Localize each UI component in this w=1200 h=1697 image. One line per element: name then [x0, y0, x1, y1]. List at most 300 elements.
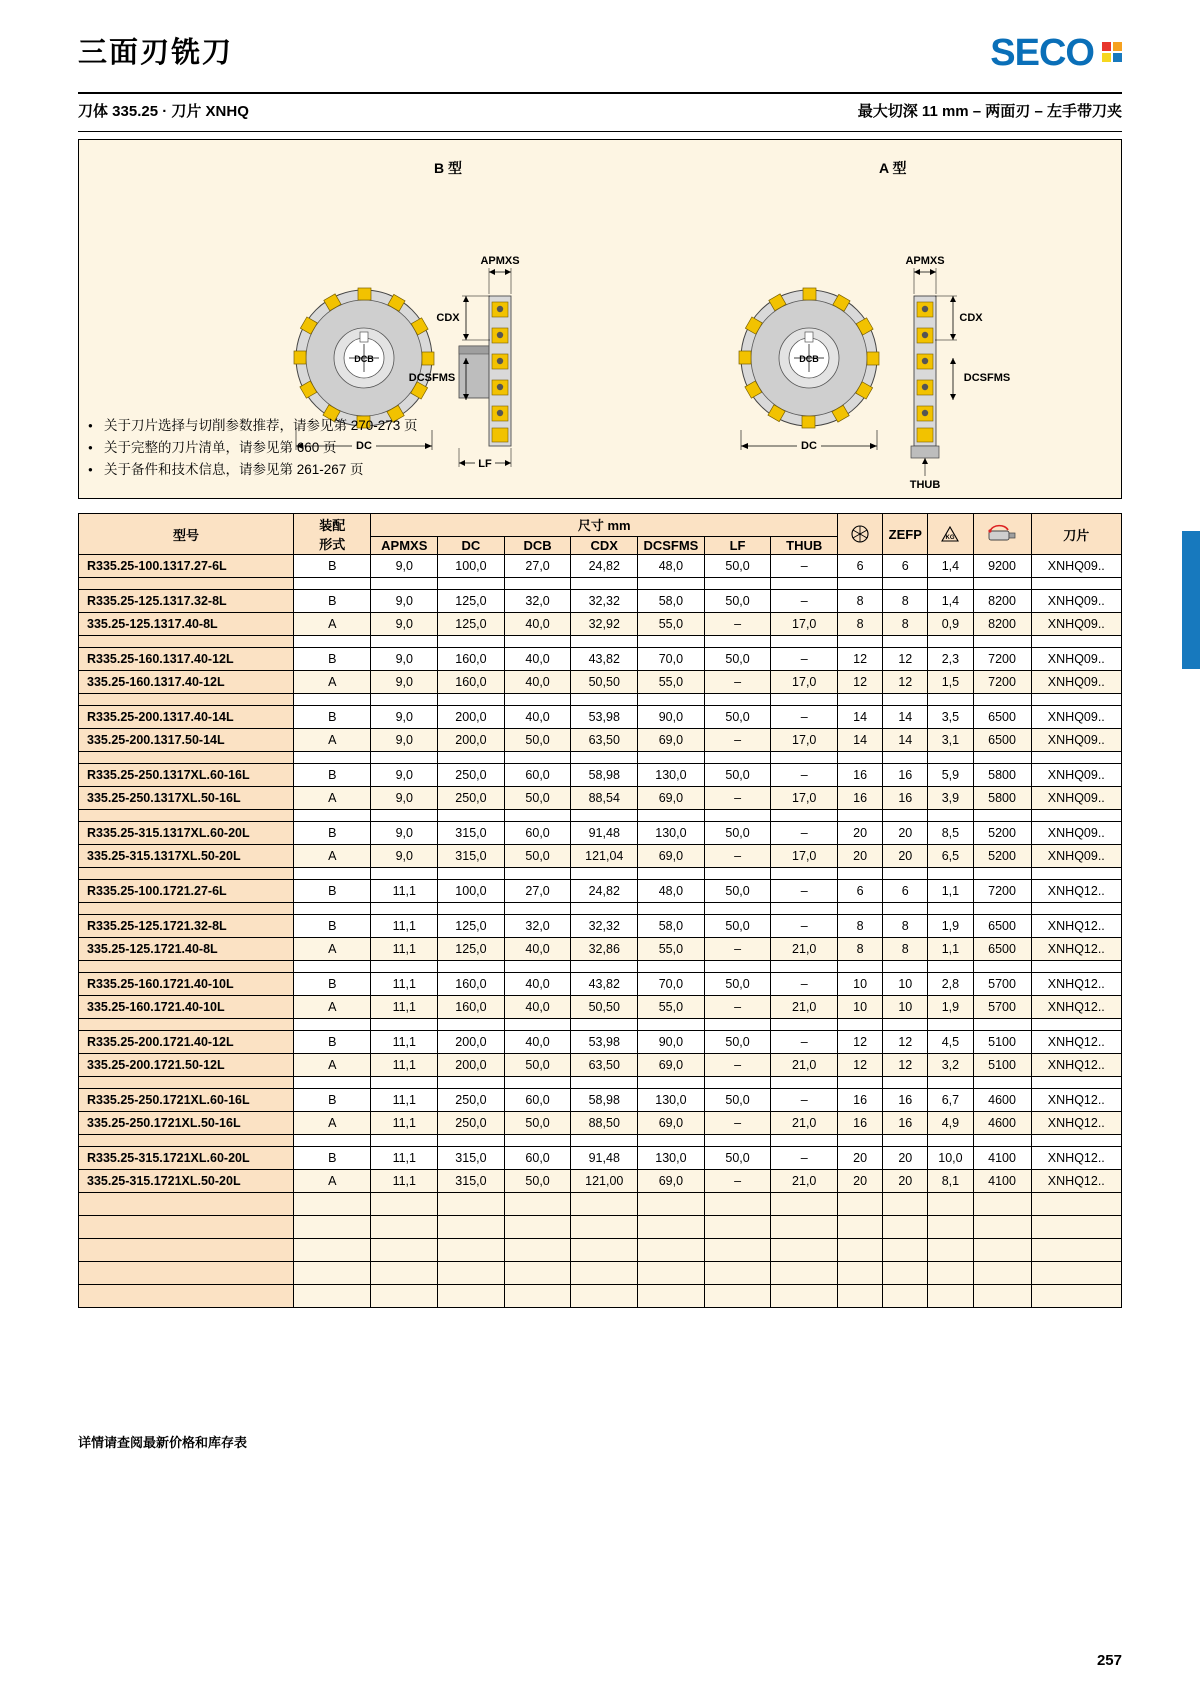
cell-cdx [571, 868, 638, 880]
cell-cdx: 63,50 [571, 729, 638, 752]
cell-zefp [883, 1216, 928, 1239]
cell-apmxs: 9,0 [371, 822, 438, 845]
cell-dcb: 50,0 [504, 845, 571, 868]
cell-dc [438, 1239, 505, 1262]
cell-teeth [838, 578, 883, 590]
cell-kg: 1,4 [928, 590, 973, 613]
cell-cdx [571, 1135, 638, 1147]
cell-rpm [973, 961, 1031, 973]
cell-rpm: 5800 [973, 764, 1031, 787]
header-thub: THUB [771, 536, 838, 554]
cell-model [79, 752, 294, 764]
cell-insert [1031, 1193, 1121, 1216]
table-row[interactable] [79, 787, 1122, 810]
max-rpm-icon [985, 523, 1019, 545]
cell-dcb: 40,0 [504, 996, 571, 1019]
table-spacer-row [79, 903, 1122, 915]
cell-kg: 3,5 [928, 706, 973, 729]
cell-dc [438, 578, 505, 590]
cell-teeth: 6 [838, 880, 883, 903]
table-row[interactable] [79, 613, 1122, 636]
cell-apmxs: 9,0 [371, 671, 438, 694]
cell-kg: 6,7 [928, 1089, 973, 1112]
table-row[interactable] [79, 590, 1122, 613]
cell-apmxs: 9,0 [371, 590, 438, 613]
cell-model: R335.25-160.1317.40-12L [79, 648, 294, 671]
cell-fixing [294, 1285, 371, 1308]
cell-rpm [973, 1216, 1031, 1239]
cell-apmxs [371, 694, 438, 706]
cell-apmxs [371, 1077, 438, 1089]
cell-cdx [571, 1285, 638, 1308]
cell-zefp [883, 1239, 928, 1262]
cell-cdx: 53,98 [571, 1031, 638, 1054]
cell-kg: 8,1 [928, 1170, 973, 1193]
cell-apmxs [371, 752, 438, 764]
cell-insert [1031, 1135, 1121, 1147]
cell-thub [771, 636, 838, 648]
cell-fixing: A [294, 1112, 371, 1135]
cell-dcsfms [638, 1262, 705, 1285]
cell-teeth: 14 [838, 729, 883, 752]
cell-kg [928, 1239, 973, 1262]
cell-lf: 50,0 [704, 822, 771, 845]
cell-dcsfms [638, 1019, 705, 1031]
cell-apmxs: 11,1 [371, 1112, 438, 1135]
cell-lf: 50,0 [704, 764, 771, 787]
cell-dcb [504, 810, 571, 822]
note-item: ● 关于刀片选择与切削参数推荐，请参见第 270-273 页 [88, 415, 418, 437]
cell-dcb [504, 1193, 571, 1216]
cell-dcsfms: 55,0 [638, 996, 705, 1019]
cell-kg: 8,5 [928, 822, 973, 845]
cell-model [79, 1262, 294, 1285]
cell-dcb [504, 1262, 571, 1285]
cell-apmxs: 11,1 [371, 1089, 438, 1112]
header-teeth [838, 514, 883, 555]
cell-model: R335.25-100.1317.27-6L [79, 555, 294, 578]
cell-dcb: 50,0 [504, 1112, 571, 1135]
cell-dcsfms [638, 868, 705, 880]
cell-kg: 1,1 [928, 880, 973, 903]
table-row[interactable] [79, 938, 1122, 961]
cell-dc [438, 810, 505, 822]
cell-kg: 1,9 [928, 996, 973, 1019]
cell-lf: 50,0 [704, 973, 771, 996]
subtitle-bar [78, 100, 1122, 130]
cell-dcb: 50,0 [504, 1170, 571, 1193]
cell-cdx: 58,98 [571, 764, 638, 787]
cell-model [79, 810, 294, 822]
cell-dcb: 32,0 [504, 915, 571, 938]
cell-thub: – [771, 706, 838, 729]
cell-model: R335.25-250.1721XL.60-16L [79, 1089, 294, 1112]
cell-apmxs: 11,1 [371, 1147, 438, 1170]
cell-lf: 50,0 [704, 706, 771, 729]
table-row[interactable] [79, 1147, 1122, 1170]
cell-zefp [883, 636, 928, 648]
cell-lf [704, 1019, 771, 1031]
table-row[interactable] [79, 880, 1122, 903]
cell-dcb: 60,0 [504, 822, 571, 845]
header-fixing-line1: 装配 [319, 518, 346, 533]
cell-teeth [838, 961, 883, 973]
cell-rpm: 4100 [973, 1170, 1031, 1193]
cell-zefp: 10 [883, 996, 928, 1019]
cell-model [79, 1019, 294, 1031]
table-row[interactable] [79, 648, 1122, 671]
cell-dcb: 32,0 [504, 590, 571, 613]
cell-fixing [294, 1193, 371, 1216]
cell-kg [928, 1262, 973, 1285]
cell-teeth [838, 1239, 883, 1262]
cell-lf: – [704, 1170, 771, 1193]
cell-thub [771, 752, 838, 764]
cell-apmxs [371, 961, 438, 973]
cell-zefp: 16 [883, 1112, 928, 1135]
header-kg [928, 514, 973, 555]
cell-rpm: 5700 [973, 973, 1031, 996]
cell-teeth: 8 [838, 590, 883, 613]
table-empty-row [79, 1193, 1122, 1216]
cell-cdx: 53,98 [571, 706, 638, 729]
table-spacer-row [79, 868, 1122, 880]
cell-teeth: 20 [838, 845, 883, 868]
cell-zefp [883, 868, 928, 880]
cell-dcb: 27,0 [504, 555, 571, 578]
cell-dcb: 40,0 [504, 706, 571, 729]
cell-insert [1031, 810, 1121, 822]
cell-apmxs [371, 1262, 438, 1285]
cell-kg: 1,4 [928, 555, 973, 578]
cell-rpm: 7200 [973, 880, 1031, 903]
cell-lf: – [704, 787, 771, 810]
cell-apmxs [371, 1019, 438, 1031]
cell-cdx: 43,82 [571, 973, 638, 996]
cell-dc [438, 1262, 505, 1285]
cell-apmxs: 11,1 [371, 880, 438, 903]
cell-fixing: A [294, 787, 371, 810]
cell-dcb [504, 694, 571, 706]
cell-apmxs: 9,0 [371, 787, 438, 810]
cell-lf: 50,0 [704, 880, 771, 903]
cell-zefp: 14 [883, 706, 928, 729]
cell-fixing: A [294, 1170, 371, 1193]
cell-lf: 50,0 [704, 915, 771, 938]
cell-dcsfms: 130,0 [638, 1147, 705, 1170]
cell-thub: – [771, 764, 838, 787]
cell-rpm: 6500 [973, 729, 1031, 752]
page-title: 三面刃铣刀 [78, 37, 234, 69]
cell-fixing: A [294, 1054, 371, 1077]
cell-cdx [571, 1077, 638, 1089]
cell-teeth [838, 903, 883, 915]
cell-kg: 2,3 [928, 648, 973, 671]
cell-model: R335.25-160.1721.40-10L [79, 973, 294, 996]
table-row[interactable] [79, 1170, 1122, 1193]
cell-zefp: 16 [883, 764, 928, 787]
cell-lf: 50,0 [704, 590, 771, 613]
svg-text:DCB: DCB [354, 354, 374, 364]
cell-dcsfms: 69,0 [638, 1054, 705, 1077]
cell-model [79, 578, 294, 590]
cell-teeth [838, 694, 883, 706]
cell-lf: – [704, 938, 771, 961]
cell-lf: 50,0 [704, 1031, 771, 1054]
cell-dcb: 27,0 [504, 880, 571, 903]
cell-insert: XNHQ12.. [1031, 938, 1121, 961]
cell-kg [928, 636, 973, 648]
cell-apmxs: 11,1 [371, 996, 438, 1019]
cell-dcsfms [638, 1285, 705, 1308]
cell-model: 335.25-200.1317.50-14L [79, 729, 294, 752]
header-fixing-line2: 形式 [319, 537, 346, 552]
cell-dc: 125,0 [438, 915, 505, 938]
cell-fixing [294, 1135, 371, 1147]
cell-thub: – [771, 1147, 838, 1170]
cell-lf [704, 810, 771, 822]
cell-thub: – [771, 822, 838, 845]
spec-table-wrap [78, 513, 1122, 1308]
cell-dcsfms [638, 1239, 705, 1262]
cell-model [79, 1135, 294, 1147]
cell-apmxs [371, 1216, 438, 1239]
cell-dcsfms [638, 752, 705, 764]
cell-kg: 1,1 [928, 938, 973, 961]
cell-kg [928, 810, 973, 822]
cell-insert: XNHQ09.. [1031, 590, 1121, 613]
table-row[interactable] [79, 706, 1122, 729]
cell-apmxs [371, 1135, 438, 1147]
cell-kg: 0,9 [928, 613, 973, 636]
cell-dcsfms: 70,0 [638, 648, 705, 671]
cell-dcsfms: 48,0 [638, 880, 705, 903]
cell-teeth [838, 1193, 883, 1216]
cell-fixing: B [294, 1147, 371, 1170]
table-spacer-row [79, 961, 1122, 973]
subtitle-right: 最大切深 11 mm – 两面刃 – 左手带刀夹 [857, 103, 1122, 120]
cell-zefp [883, 694, 928, 706]
cell-dcb [504, 961, 571, 973]
table-row[interactable] [79, 822, 1122, 845]
cell-fixing [294, 1077, 371, 1089]
cell-thub [771, 1216, 838, 1239]
cell-lf [704, 1077, 771, 1089]
cell-apmxs: 9,0 [371, 613, 438, 636]
logo-squares-icon [1102, 42, 1122, 62]
table-empty-row [79, 1239, 1122, 1262]
cell-insert: XNHQ09.. [1031, 787, 1121, 810]
cell-rpm [973, 1019, 1031, 1031]
cell-insert: XNHQ09.. [1031, 648, 1121, 671]
cell-zefp [883, 1193, 928, 1216]
cell-dcsfms: 69,0 [638, 1112, 705, 1135]
cell-thub [771, 694, 838, 706]
cell-rpm [973, 578, 1031, 590]
cell-rpm [973, 1285, 1031, 1308]
cell-dcsfms: 69,0 [638, 729, 705, 752]
cell-kg: 4,5 [928, 1031, 973, 1054]
table-row[interactable] [79, 1089, 1122, 1112]
cell-lf [704, 961, 771, 973]
cell-teeth: 20 [838, 1147, 883, 1170]
cell-teeth [838, 1216, 883, 1239]
cell-lf [704, 1193, 771, 1216]
cell-dcb [504, 1216, 571, 1239]
cell-dc: 200,0 [438, 706, 505, 729]
cell-cdx: 50,50 [571, 671, 638, 694]
cell-insert: XNHQ09.. [1031, 671, 1121, 694]
cell-model [79, 868, 294, 880]
cell-teeth: 14 [838, 706, 883, 729]
cell-fixing [294, 694, 371, 706]
svg-text:DCSFMS: DCSFMS [408, 372, 456, 384]
cell-rpm [973, 1135, 1031, 1147]
table-row[interactable] [79, 973, 1122, 996]
cell-teeth [838, 752, 883, 764]
cell-zefp: 20 [883, 1147, 928, 1170]
cell-cdx: 88,50 [571, 1112, 638, 1135]
cell-kg [928, 903, 973, 915]
table-row[interactable] [79, 845, 1122, 868]
cell-model [79, 961, 294, 973]
cell-apmxs: 9,0 [371, 764, 438, 787]
table-row[interactable] [79, 1054, 1122, 1077]
table-row[interactable] [79, 764, 1122, 787]
cell-dcsfms: 69,0 [638, 845, 705, 868]
table-spacer-row [79, 1077, 1122, 1089]
cell-apmxs: 9,0 [371, 729, 438, 752]
cell-dcsfms [638, 636, 705, 648]
cell-dc: 125,0 [438, 590, 505, 613]
cell-insert [1031, 1077, 1121, 1089]
page-number: 257 [1096, 1652, 1122, 1669]
note-item: ● 关于完整的刀片清单，请参见第 660 页 [88, 437, 418, 459]
cell-dc: 315,0 [438, 1147, 505, 1170]
cell-cdx [571, 810, 638, 822]
cell-dcsfms: 55,0 [638, 613, 705, 636]
cell-rpm: 6500 [973, 915, 1031, 938]
table-row[interactable] [79, 996, 1122, 1019]
cell-rpm: 6500 [973, 706, 1031, 729]
table-row[interactable] [79, 915, 1122, 938]
cell-teeth [838, 1019, 883, 1031]
cell-zefp: 20 [883, 1170, 928, 1193]
cell-kg: 5,9 [928, 764, 973, 787]
cell-fixing: A [294, 729, 371, 752]
header-model: 型号 [79, 514, 294, 555]
table-row[interactable] [79, 555, 1122, 578]
cell-model: R335.25-250.1317XL.60-16L [79, 764, 294, 787]
cell-zefp [883, 1285, 928, 1308]
cell-apmxs [371, 1239, 438, 1262]
cell-rpm: 7200 [973, 671, 1031, 694]
cell-dc [438, 1193, 505, 1216]
cell-fixing [294, 903, 371, 915]
cell-model: 335.25-200.1721.50-12L [79, 1054, 294, 1077]
cell-model: 335.25-315.1317XL.50-20L [79, 845, 294, 868]
table-row[interactable] [79, 1112, 1122, 1135]
table-empty-row [79, 1216, 1122, 1239]
cell-model [79, 694, 294, 706]
cell-dcb: 40,0 [504, 648, 571, 671]
cell-fixing [294, 868, 371, 880]
cell-dcsfms [638, 1077, 705, 1089]
cell-kg: 3,9 [928, 787, 973, 810]
cell-model [79, 1077, 294, 1089]
cell-teeth: 8 [838, 915, 883, 938]
cell-kg: 1,9 [928, 915, 973, 938]
cell-lf [704, 1135, 771, 1147]
cell-dcb [504, 1077, 571, 1089]
cell-dcsfms [638, 1135, 705, 1147]
cell-apmxs [371, 1193, 438, 1216]
cell-insert [1031, 636, 1121, 648]
cell-dcsfms: 69,0 [638, 1170, 705, 1193]
cell-apmxs: 11,1 [371, 915, 438, 938]
cell-dcb: 60,0 [504, 1089, 571, 1112]
cell-zefp: 20 [883, 822, 928, 845]
cell-rpm: 4600 [973, 1089, 1031, 1112]
cell-dcsfms: 48,0 [638, 555, 705, 578]
cell-rpm [973, 1193, 1031, 1216]
section-tab [1182, 531, 1200, 669]
svg-text:APMXS: APMXS [905, 255, 945, 267]
cell-cdx: 121,04 [571, 845, 638, 868]
svg-text:DCB: DCB [799, 354, 819, 364]
cell-insert: XNHQ12.. [1031, 1147, 1121, 1170]
spec-table [78, 513, 1122, 1308]
cell-rpm [973, 1239, 1031, 1262]
cell-model [79, 636, 294, 648]
cell-dc: 250,0 [438, 787, 505, 810]
cell-kg: 10,0 [928, 1147, 973, 1170]
cell-insert: XNHQ12.. [1031, 996, 1121, 1019]
cell-kg [928, 694, 973, 706]
cell-dcb [504, 752, 571, 764]
cell-thub: – [771, 648, 838, 671]
cell-thub: – [771, 915, 838, 938]
cell-apmxs [371, 1285, 438, 1308]
header-cdx: CDX [571, 536, 638, 554]
cell-rpm: 6500 [973, 938, 1031, 961]
cell-kg: 4,9 [928, 1112, 973, 1135]
cell-kg: 6,5 [928, 845, 973, 868]
table-row[interactable] [79, 729, 1122, 752]
cell-lf: – [704, 613, 771, 636]
cell-rpm: 5800 [973, 787, 1031, 810]
table-row[interactable] [79, 1031, 1122, 1054]
cell-model [79, 1216, 294, 1239]
cell-dcb: 40,0 [504, 671, 571, 694]
cell-zefp [883, 1135, 928, 1147]
cell-kg [928, 1216, 973, 1239]
cell-thub: – [771, 1031, 838, 1054]
cell-dcb: 40,0 [504, 938, 571, 961]
cell-dcb [504, 1019, 571, 1031]
cell-dc: 160,0 [438, 996, 505, 1019]
cell-cdx: 63,50 [571, 1054, 638, 1077]
cell-zefp: 8 [883, 915, 928, 938]
table-row[interactable] [79, 671, 1122, 694]
cell-dc: 125,0 [438, 613, 505, 636]
cell-insert [1031, 1019, 1121, 1031]
cell-dc: 160,0 [438, 648, 505, 671]
cell-rpm: 5700 [973, 996, 1031, 1019]
cell-dcsfms: 130,0 [638, 1089, 705, 1112]
cell-dcb: 40,0 [504, 973, 571, 996]
cell-rpm: 5100 [973, 1031, 1031, 1054]
